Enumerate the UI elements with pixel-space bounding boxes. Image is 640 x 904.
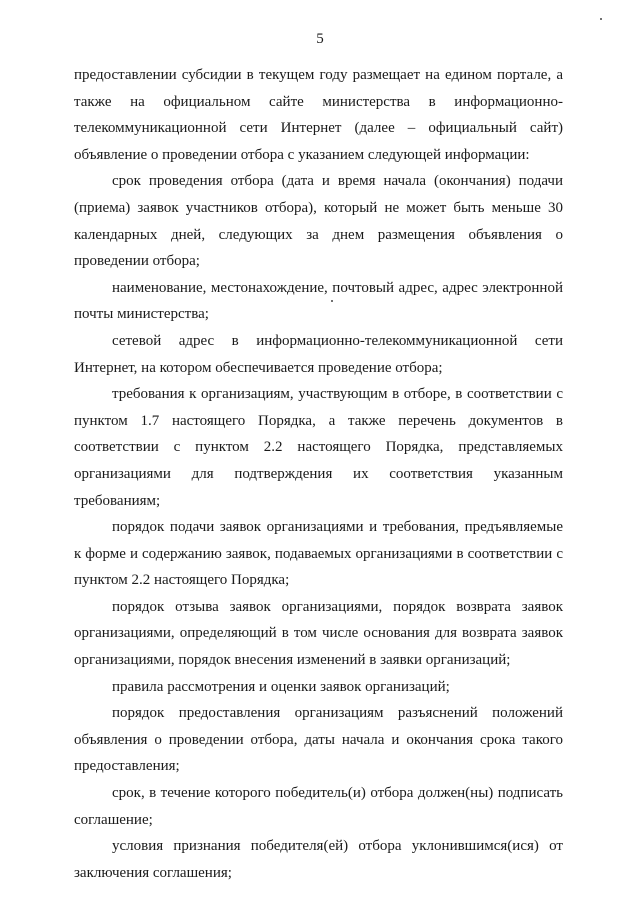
paragraph-withdrawal-order: порядок отзыва заявок организациями, порядок возврата заявок организациями, определяющий в том числе основания для возврата заявок организациями, порядок внесения изменений в заявки организаций; <box>74 598 563 669</box>
paragraph-review-rules: правила рассмотрения и оценки заявок организаций; <box>112 678 450 695</box>
paragraph-evasion-conditions: условия признания победителя(ей) отбора уклонившимся(ися) от заключения соглашения; <box>74 838 563 881</box>
paragraph-deadline: срок проведения отбора (дата и время начала (окончания) подачи (приема) заявок участников отбора), который не может быть меньше 30 календарных дней, следующих за днем размещения объявления о проведении отбора; <box>74 173 563 270</box>
scan-speck <box>600 18 602 20</box>
paragraph-signing-deadline: срок, в течение которого победитель(и) отбора должен(ны) подписать соглашение; <box>74 785 563 828</box>
paragraph-requirements: требования к организациям, участвующим в отборе, в соответствии с пунктом 1.7 настоящего Порядка, а также перечень документов в соответствии с пунктом 2.2 настоящего Порядка, представляемых организациями для подтверждения их соответствия указанным требованиям; <box>74 386 563 509</box>
paragraph-intro: предоставлении субсидии в текущем году размещает на едином портале, а также на официальном сайте министерства в информационно-телекоммуникационной сети Интернет (далее – официальный сайт) объявление о проведении отбора с указанием следующей информации: <box>74 67 563 163</box>
paragraph-submission-order: порядок подачи заявок организациями и требования, предъявляемые к форме и содержанию заявок, подаваемых организациями в соответствии с пунктом 2.2 настоящего Порядка; <box>74 519 563 589</box>
page-number: 5 <box>316 31 324 47</box>
paragraph-network-address: сетевой адрес в информационно-телекоммуникационной сети Интернет, на котором обеспечивается проведение отбора; <box>74 332 563 376</box>
paragraph-ministry-contacts: наименование, местонахождение, почтовый адрес, адрес электронной почты министерства; <box>74 279 563 323</box>
paragraph-clarifications: порядок предоставления организациям разъяснений положений объявления о проведении отбора, даты начала и окончания срока такого предоставления; <box>74 705 563 775</box>
scan-speck <box>331 300 333 302</box>
document-body <box>74 62 563 886</box>
